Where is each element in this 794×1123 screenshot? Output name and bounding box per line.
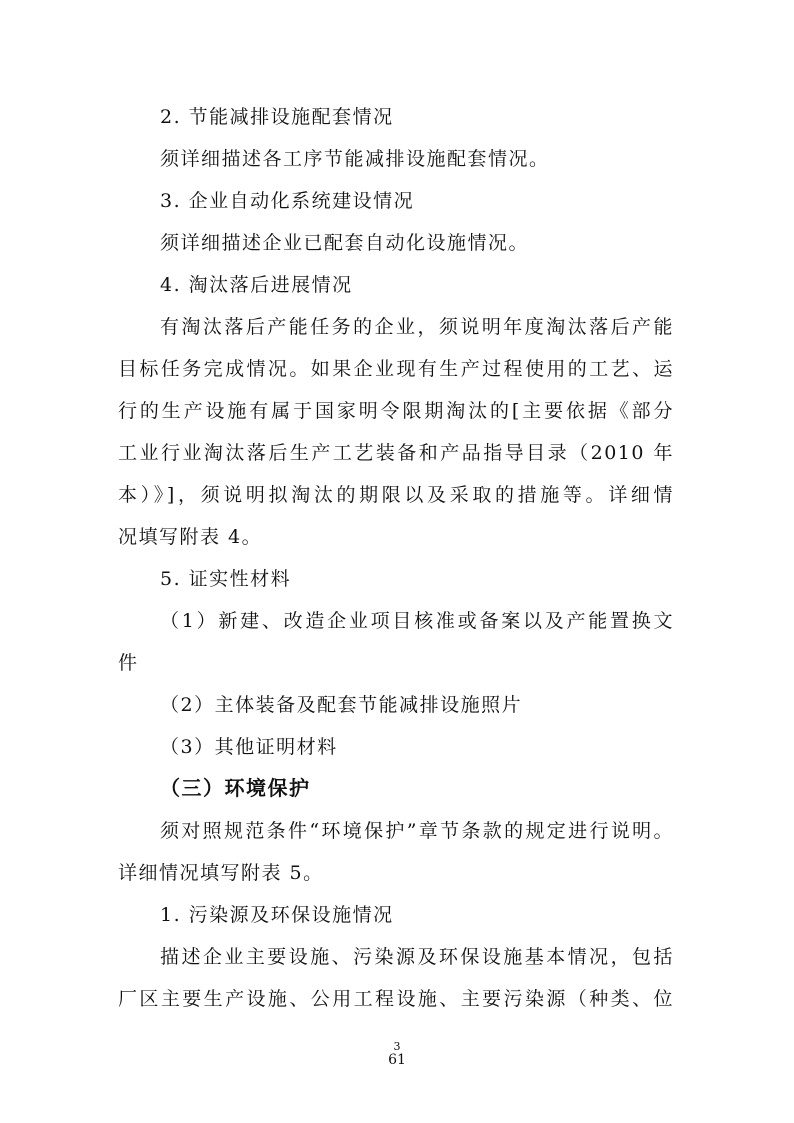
heading-pollution-sources: 1. 污染源及环保设施情况 <box>160 904 394 926</box>
paragraph-line: 厂区主要生产设施、公用工程设施、主要污染源（种类、位 <box>118 988 674 1010</box>
paragraph-line: 须详细描述各工序节能减排设施配套情况。 <box>160 148 550 170</box>
section-heading-environment: （三）环境保护 <box>160 776 311 800</box>
paragraph-line: 本）》]，须说明拟淘汰的期限以及采取的措施等。详细情 <box>118 484 674 506</box>
paragraph-line: 工业行业淘汰落后生产工艺装备和产品指导目录（2010 年 <box>118 442 674 464</box>
heading-automation: 3. 企业自动化系统建设情况 <box>160 190 415 212</box>
list-item: （1）新建、改造企业项目核准或备案以及产能置换文 <box>160 610 674 632</box>
paragraph-line: 须对照规范条件“环境保护”章节条款的规定进行说明。 <box>160 820 674 842</box>
paragraph-line: 况填写附表 4。 <box>118 526 263 548</box>
list-item-continuation: 件 <box>118 652 139 674</box>
paragraph-line: 行的生产设施有属于国家明令限期淘汰的[主要依据《部分 <box>118 400 674 422</box>
paragraph-line: 有淘汰落后产能任务的企业，须说明年度淘汰落后产能 <box>160 316 674 338</box>
list-item: （3）其他证明材料 <box>160 736 338 758</box>
footer-page-number: 61 <box>388 1052 406 1068</box>
paragraph-line: 须详细描述企业已配套自动化设施情况。 <box>160 232 530 254</box>
heading-eliminate-backward: 4. 淘汰落后进展情况 <box>160 274 353 296</box>
paragraph-line: 描述企业主要设施、污染源及环保设施基本情况，包括 <box>160 946 674 968</box>
heading-evidence-materials: 5. 证实性材料 <box>160 568 292 590</box>
heading-energy-saving: 2. 节能减排设施配套情况 <box>160 106 394 128</box>
paragraph-line: 目标任务完成情况。如果企业现有生产过程使用的工艺、运 <box>118 358 674 380</box>
list-item: （2）主体装备及配套节能减排设施照片 <box>160 694 523 716</box>
paragraph-line: 详细情况填写附表 5。 <box>118 862 324 884</box>
footer-section-number: 3 <box>393 1040 401 1053</box>
